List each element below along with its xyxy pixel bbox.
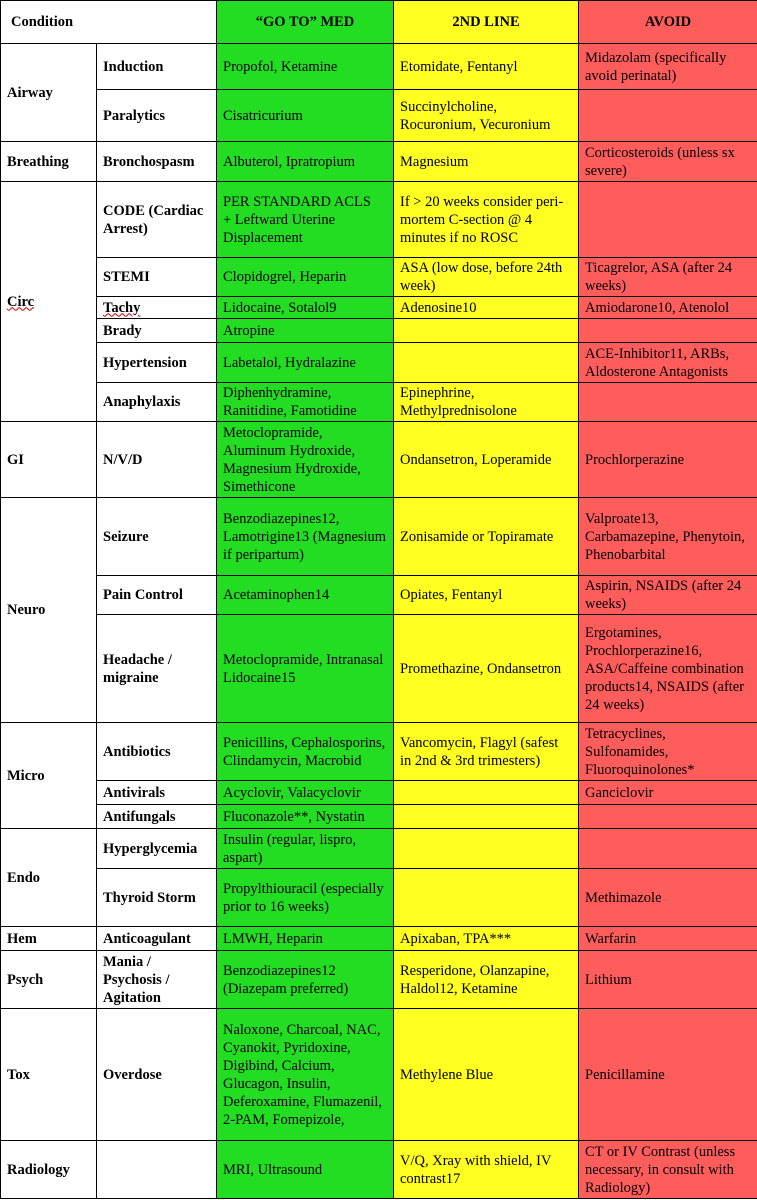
table-row xyxy=(1,829,757,869)
second-line-cell: Succinylcholine, Rocuronium, Vecuronium xyxy=(394,90,579,142)
table-row xyxy=(1,951,757,1009)
avoid-cell: Ticagrelor, ASA (after 24 weeks) xyxy=(579,258,757,297)
avoid-cell xyxy=(579,90,757,142)
category-endo: Endo xyxy=(1,829,97,927)
second-line-cell: Epinephrine, Methylprednisolone xyxy=(394,383,579,422)
avoid-cell: Valproate13, Carbamazepine, Phenytoin, Phenobarbital xyxy=(579,498,757,576)
go-to-cell: Insulin (regular, lispro, aspart) xyxy=(217,829,394,869)
avoid-cell: Midazolam (specifically avoid perinatal) xyxy=(579,44,757,90)
avoid-cell: Tetracyclines, Sulfonamides, Fluoroquinolones* xyxy=(579,723,757,781)
go-to-cell: PER STANDARD ACLS + Leftward Uterine Displacement xyxy=(217,182,394,258)
table-row xyxy=(1,258,757,297)
header-avoid: AVOID xyxy=(579,1,757,44)
condition-anticoagulant: Anticoagulant xyxy=(97,927,217,951)
table-row xyxy=(1,781,757,805)
table-row xyxy=(1,319,757,343)
category-radiology: Radiology xyxy=(1,1141,97,1199)
table-row xyxy=(1,343,757,383)
category-circ-label: Circ xyxy=(7,293,35,310)
second-line-cell: If > 20 weeks consider peri-mortem C-section @ 4 minutes if no ROSC xyxy=(394,182,579,258)
table-row xyxy=(1,869,757,927)
go-to-cell: Penicillins, Cephalosporins, Clindamycin, Macrobid xyxy=(217,723,394,781)
second-line-cell xyxy=(394,829,579,869)
category-circ xyxy=(1,182,97,422)
go-to-cell: Acyclovir, Valacyclovir xyxy=(217,781,394,805)
category-micro: Micro xyxy=(1,723,97,829)
avoid-cell: Corticosteroids (unless sx severe) xyxy=(579,142,757,182)
table-row xyxy=(1,805,757,829)
second-line-cell xyxy=(394,805,579,829)
avoid-cell: Prochlorperazine xyxy=(579,422,757,498)
avoid-cell: Penicillamine xyxy=(579,1009,757,1141)
avoid-cell: Lithium xyxy=(579,951,757,1009)
table-row xyxy=(1,615,757,723)
category-psych: Psych xyxy=(1,951,97,1009)
avoid-cell: ACE-Inhibitor11, ARBs, Aldosterone Antagonists xyxy=(579,343,757,383)
table-row xyxy=(1,422,757,498)
condition-radiology-empty xyxy=(97,1141,217,1199)
condition-tachy-label: Tachy xyxy=(103,299,141,316)
table-row xyxy=(1,498,757,576)
second-line-cell xyxy=(394,781,579,805)
avoid-cell xyxy=(579,829,757,869)
avoid-cell: Methimazole xyxy=(579,869,757,927)
condition-antivirals: Antivirals xyxy=(97,781,217,805)
header-go-to-med: “GO TO” MED xyxy=(217,1,394,44)
table-row xyxy=(1,927,757,951)
category-gi: GI xyxy=(1,422,97,498)
category-airway: Airway xyxy=(1,44,97,142)
condition-hypertension: Hypertension xyxy=(97,343,217,383)
table-row xyxy=(1,142,757,182)
go-to-cell: Metoclopramide, Intranasal Lidocaine15 xyxy=(217,615,394,723)
go-to-cell: Benzodiazepines12 (Diazepam preferred) xyxy=(217,951,394,1009)
go-to-cell: MRI, Ultrasound xyxy=(217,1141,394,1199)
header-row xyxy=(1,1,757,44)
avoid-cell: Aspirin, NSAIDS (after 24 weeks) xyxy=(579,576,757,615)
category-hem: Hem xyxy=(1,927,97,951)
table-row xyxy=(1,90,757,142)
second-line-cell xyxy=(394,319,579,343)
second-line-cell: V/Q, Xray with shield, IV contrast17 xyxy=(394,1141,579,1199)
go-to-cell: Lidocaine, Sotalol9 xyxy=(217,297,394,319)
avoid-cell: Amiodarone10, Atenolol xyxy=(579,297,757,319)
go-to-cell: Fluconazole**, Nystatin xyxy=(217,805,394,829)
condition-stemi: STEMI xyxy=(97,258,217,297)
category-breathing: Breathing xyxy=(1,142,97,182)
avoid-cell xyxy=(579,383,757,422)
condition-hyperglycemia: Hyperglycemia xyxy=(97,829,217,869)
table-row xyxy=(1,297,757,319)
avoid-cell: Ergotamines, Prochlorperazine16, ASA/Caffeine combination products14, NSAIDS (after 24 weeks) xyxy=(579,615,757,723)
second-line-cell: Promethazine, Ondansetron xyxy=(394,615,579,723)
go-to-cell: Propofol, Ketamine xyxy=(217,44,394,90)
go-to-cell: Cisatricurium xyxy=(217,90,394,142)
table-row xyxy=(1,182,757,258)
table-row xyxy=(1,723,757,781)
second-line-cell: Opiates, Fentanyl xyxy=(394,576,579,615)
go-to-cell: Albuterol, Ipratropium xyxy=(217,142,394,182)
table-row xyxy=(1,44,757,90)
second-line-cell: Vancomycin, Flagyl (safest in 2nd & 3rd trimesters) xyxy=(394,723,579,781)
go-to-cell: Diphenhydramine, Ranitidine, Famotidine xyxy=(217,383,394,422)
condition-mania: Mania / Psychosis / Agitation xyxy=(97,951,217,1009)
second-line-cell xyxy=(394,343,579,383)
condition-pain-control: Pain Control xyxy=(97,576,217,615)
condition-antibiotics: Antibiotics xyxy=(97,723,217,781)
table-row xyxy=(1,1141,757,1199)
go-to-cell: LMWH, Heparin xyxy=(217,927,394,951)
go-to-cell: Labetalol, Hydralazine xyxy=(217,343,394,383)
condition-tachy xyxy=(97,297,217,319)
condition-bronchospasm: Bronchospasm xyxy=(97,142,217,182)
second-line-cell: Resperidone, Olanzapine, Haldol12, Ketamine xyxy=(394,951,579,1009)
second-line-cell: Zonisamide or Topiramate xyxy=(394,498,579,576)
go-to-cell: Clopidogrel, Heparin xyxy=(217,258,394,297)
header-second-line: 2ND LINE xyxy=(394,1,579,44)
condition-nvd: N/V/D xyxy=(97,422,217,498)
second-line-cell: Magnesium xyxy=(394,142,579,182)
second-line-cell xyxy=(394,869,579,927)
second-line-cell: Adenosine10 xyxy=(394,297,579,319)
condition-induction: Induction xyxy=(97,44,217,90)
avoid-cell: Warfarin xyxy=(579,927,757,951)
go-to-cell: Benzodiazepines12, Lamotrigine13 (Magnesium if peripartum) xyxy=(217,498,394,576)
category-neuro: Neuro xyxy=(1,498,97,723)
second-line-cell: Ondansetron, Loperamide xyxy=(394,422,579,498)
condition-code: CODE (Cardiac Arrest) xyxy=(97,182,217,258)
table-row xyxy=(1,1009,757,1141)
go-to-cell: Propylthiouracil (especially prior to 16 weeks) xyxy=(217,869,394,927)
table-row xyxy=(1,576,757,615)
header-condition: Condition xyxy=(1,1,217,44)
condition-antifungals: Antifungals xyxy=(97,805,217,829)
condition-anaphylaxis: Anaphylaxis xyxy=(97,383,217,422)
go-to-cell: Naloxone, Charcoal, NAC, Cyanokit, Pyridoxine, Digibind, Calcium, Glucagon, Insulin, Deferoxamine, Flumazenil, 2-PAM, Fomepizole, xyxy=(217,1009,394,1141)
go-to-cell: Metoclopramide, Aluminum Hydroxide, Magnesium Hydroxide, Simethicone xyxy=(217,422,394,498)
avoid-cell: CT or IV Contrast (unless necessary, in consult with Radiology) xyxy=(579,1141,757,1199)
avoid-cell xyxy=(579,182,757,258)
avoid-cell xyxy=(579,805,757,829)
second-line-cell: Etomidate, Fentanyl xyxy=(394,44,579,90)
avoid-cell xyxy=(579,319,757,343)
second-line-cell: Apixaban, TPA*** xyxy=(394,927,579,951)
condition-overdose: Overdose xyxy=(97,1009,217,1141)
condition-thyroid-storm: Thyroid Storm xyxy=(97,869,217,927)
second-line-cell: Methylene Blue xyxy=(394,1009,579,1141)
second-line-cell: ASA (low dose, before 24th week) xyxy=(394,258,579,297)
condition-paralytics: Paralytics xyxy=(97,90,217,142)
table-row xyxy=(1,383,757,422)
go-to-cell: Atropine xyxy=(217,319,394,343)
condition-seizure: Seizure xyxy=(97,498,217,576)
condition-headache: Headache / migraine xyxy=(97,615,217,723)
category-tox: Tox xyxy=(1,1009,97,1141)
condition-brady: Brady xyxy=(97,319,217,343)
avoid-cell: Ganciclovir xyxy=(579,781,757,805)
go-to-cell: Acetaminophen14 xyxy=(217,576,394,615)
